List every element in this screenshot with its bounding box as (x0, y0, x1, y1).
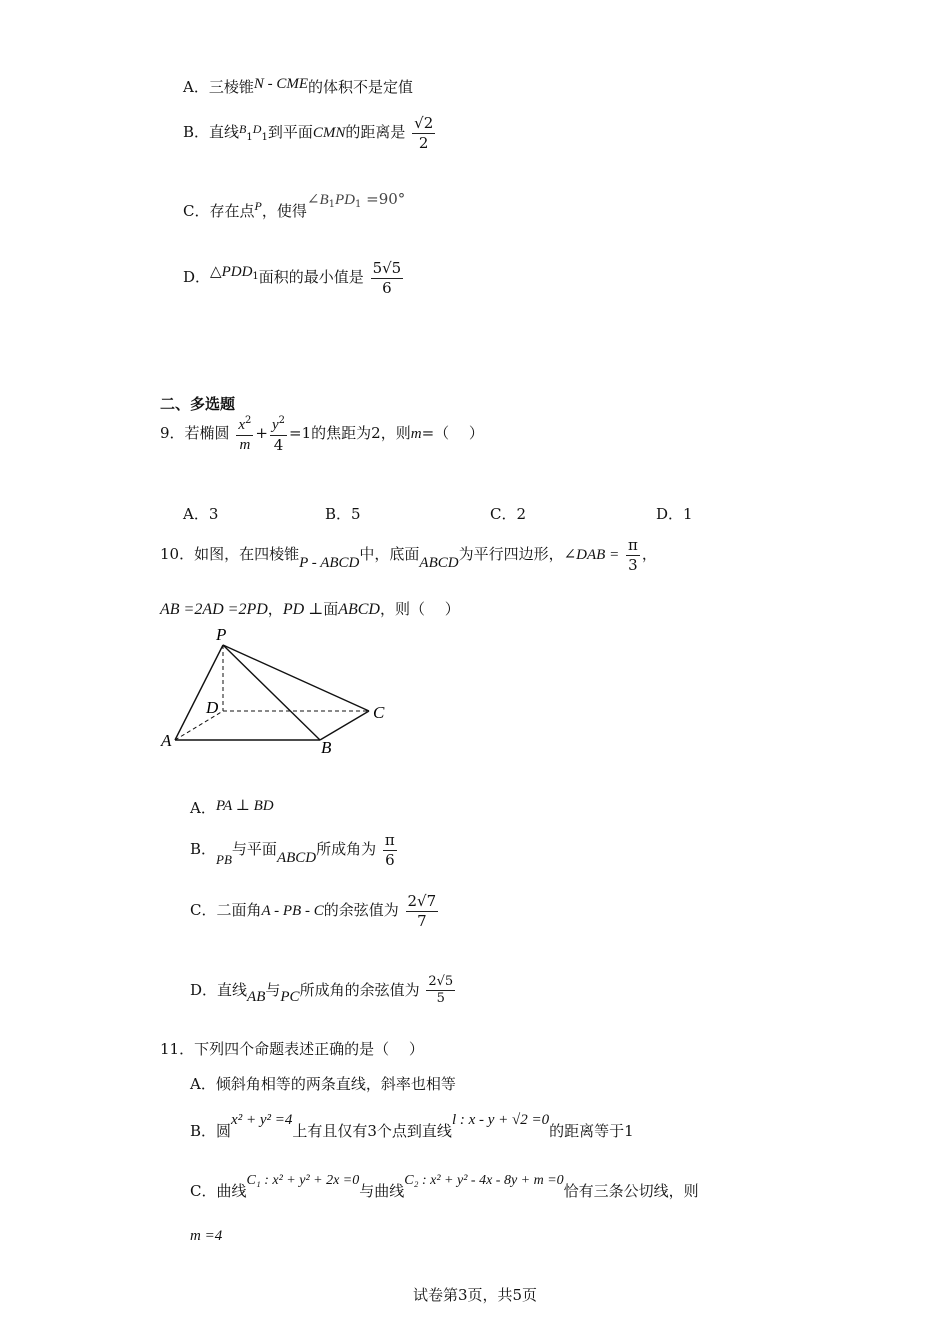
q8-b-fraction: $\frac{√2}{2}$ (414, 114, 434, 152)
q10-option-d: D．直线AB与PC所成角的余弦值为 $\frac{2√5}{5}$ (190, 974, 454, 1007)
q11-option-b: B．圆x² + y² =4上有且仅有3个点到直线l : x - y + √2 =0的距离等于1 (190, 1112, 634, 1140)
vertex-b-label: B (321, 738, 332, 757)
vertex-c-label: C (373, 703, 385, 722)
q11-option-c-line2: m =4 (190, 1228, 223, 1244)
q8-option-a: A．三棱锥N - CME的体积不是定值 (183, 76, 414, 96)
question-10: 10．如图，在四棱锥P - ABCD中，底面ABCD为平行四边形，∠DAB = $\frac{\pi}{3}$ ， (160, 536, 657, 574)
q10-angle-fraction: $\frac{\pi}{3}$ (627, 536, 638, 574)
q8-option-b: B．直线$^B_1^D_1$到平面CMN的距离是 $\frac{√2}{2}$ (183, 114, 434, 152)
q8-option-d: D．$\triangle PDD_1$面积的最小值是 $\frac{5√5}{6}$ (183, 259, 402, 297)
q11-option-c: C．曲线C₁ : x² + y² + 2x =0与曲线C₂ : x² + y² - 4x - 8y + m =0恰有三条公切线，则 (190, 1173, 699, 1200)
q10-d-fraction: $\frac{2√5}{5}$ (428, 974, 454, 1007)
q8-d-fraction: $\frac{5√5}{6}$ (372, 259, 402, 297)
question-11: 11．下列四个命题表述正确的是（ ） (160, 1040, 424, 1058)
q9-option-d: D．1 (656, 505, 693, 523)
q9-option-c: C．2 (490, 505, 527, 523)
vertex-a-label: A (161, 731, 172, 750)
q9-frac-x: $\frac{x^2}{m}$ (238, 415, 252, 453)
q10-option-b: B．PB与平面ABCD所成角为 $\frac{\pi}{6}$ (190, 831, 395, 869)
q11-option-a: A．倾斜角相等的两条直线，斜率也相等 (190, 1075, 456, 1093)
q10-option-c: C．二面角A - PB - C的余弦值为 $\frac{2√7}{7}$ (190, 892, 437, 930)
page-footer: 试卷第3页，共5页 (412, 1286, 538, 1304)
q9-option-b: B．5 (325, 505, 361, 523)
q10-c-fraction: $\frac{2√7}{7}$ (407, 892, 437, 930)
q8-option-c: C．存在点$^P$，使得$\angle B_1PD_1 =90^\circ$ (183, 190, 406, 220)
pyramid-figure (155, 625, 395, 760)
q10-option-a: A．PA ⊥ BD (190, 798, 274, 817)
question-10-line2: AB =2AD =2PD，PD ⊥面ABCD，则（ ） (160, 600, 460, 618)
q10-b-fraction: $\frac{\pi}{6}$ (384, 831, 395, 869)
vertex-d-label: D (206, 698, 219, 717)
question-9: 9．若椭圆 $\frac{x^2}{m}$ + $\frac{y^2}{4}$ =1的焦距为2，则m=（ ） (160, 415, 484, 454)
vertex-p-label: P (216, 625, 227, 644)
q9-frac-y: $\frac{y^2}{4}$ (271, 415, 286, 454)
q9-option-a: A．3 (183, 505, 219, 523)
section-title: 二、多选题 (160, 395, 236, 413)
